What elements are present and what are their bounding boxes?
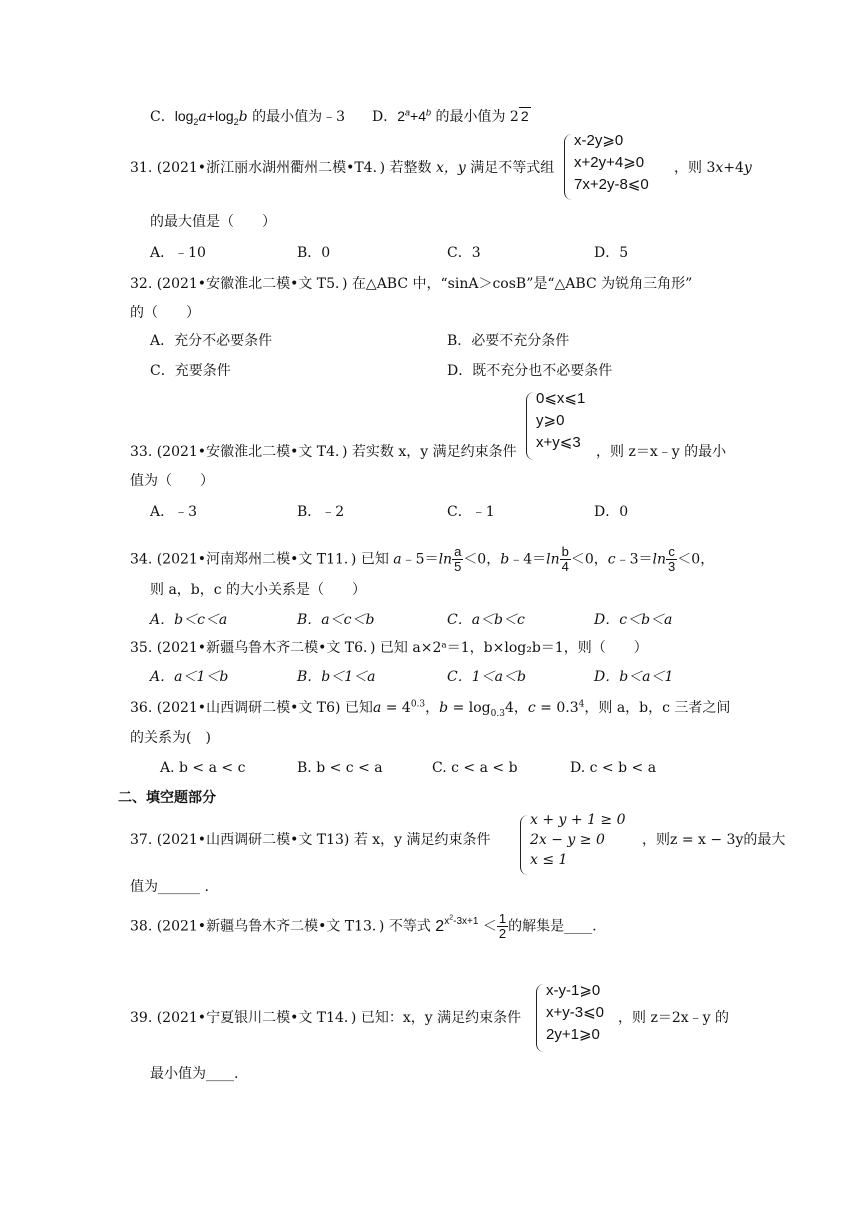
q36-stem: 36. (2021•山西调研二模•文 T6) 已知$a = 4^{0.3}$，$b = \log_{0.3}4$，$c = 0.3^4$，则 a，b，c 三者之间 <box>130 699 731 719</box>
section-title: 二、填空题部分 <box>118 790 216 806</box>
q32-option-a: A．充分不必要条件 <box>150 333 273 349</box>
q31-target: ，则 3x+4y <box>674 160 752 176</box>
q32-option-d: D．既不充分也不必要条件 <box>447 363 613 379</box>
q34-option-c: C．a＜b＜c <box>447 612 525 628</box>
q35-option-a: A．a＜1＜b <box>150 669 229 685</box>
q33-option-b: B．﹣2 <box>297 504 345 520</box>
q36-option-a: A. b < a < c <box>160 760 246 776</box>
q30-option-c: C．$\log_2a+\log_2b$ 的最小值为﹣3 <box>150 108 345 127</box>
q34-option-d: D．c＜b＜a <box>594 612 673 628</box>
q33-option-d: D．0 <box>594 504 629 520</box>
q36-option-c: C. c < a < b <box>432 760 518 776</box>
q38-stem: 38. (2021•新疆乌鲁木齐二模•文 T13．) 不等式 $2^{x^2-3x+1}$ ＜ $\frac{1}{2}$ 的解集是____. <box>130 911 597 941</box>
q36-line2: 的关系为( ) <box>130 730 211 746</box>
q30-option-d: D．$2^a+4^b$ 的最小值为 2 2 <box>372 107 529 125</box>
q39-stem: 39. (2021•宁夏银川二模•文 T14．) 已知：x，y 满足约束条件 <box>130 1010 522 1026</box>
q33-option-c: C．﹣1 <box>447 504 495 520</box>
q35-option-b: B．b＜1＜a <box>297 669 376 685</box>
q33-brace <box>526 392 535 460</box>
q33-option-a: A．﹣3 <box>150 504 198 520</box>
q34-stem: 34. (2021•河南郑州二模•文 T11．) 已知 a﹣5＝ln $\frac{a}{5}$ ＜0，b﹣4＝ln $\frac{b}{4}$ ＜0，c﹣3＝ln $\frac{c}{3}$ ＜0， <box>130 544 715 574</box>
q33-system: 0⩽x⩽1 y⩾0 x+y⩽3 <box>536 390 586 451</box>
q37-line2: 值为______ . <box>130 879 209 895</box>
q31-system: x-2y⩾0 x+2y+4⩾0 7x+2y-8⩽0 <box>574 132 649 193</box>
q31-option-b: B．0 <box>297 245 331 261</box>
q39-line2: 最小值为____. <box>150 1066 239 1082</box>
q35-option-c: C．1＜a＜b <box>447 669 526 685</box>
q32-stem: 32. (2021•安徽淮北二模•文 T5．) 在△ABC 中，“sinA＞cosB”是“△ABC 为锐角三角形” <box>130 276 693 292</box>
q39-target: ，则 z＝2x﹣y 的 <box>618 1010 729 1026</box>
q37-brace <box>520 815 529 875</box>
q39-system: x-y-1⩾0 x+y-3⩽0 2y+1⩾0 <box>546 982 605 1043</box>
q32-line2: 的（ ） <box>130 305 200 321</box>
q32-option-c: C．充要条件 <box>150 363 231 379</box>
q33-line2: 值为（ ） <box>130 473 214 489</box>
q37-system: x + y + 1 ≥ 0 2x − y ≥ 0 x ≤ 1 <box>530 812 626 868</box>
q36-option-d: D. c < b < a <box>570 760 657 776</box>
q37-target: ，则z = x − 3y的最大 <box>642 832 786 848</box>
q34-option-b: B．a＜c＜b <box>297 612 375 628</box>
q31-stem: 31. (2021•浙江丽水湖州衢州二模•T4．) 若整数 x，y 满足不等式组 <box>130 160 555 176</box>
q32-option-b: B．必要不充分条件 <box>447 333 570 349</box>
q31-option-a: A．﹣10 <box>150 245 206 261</box>
q31-option-c: C．3 <box>447 245 481 261</box>
q39-brace <box>536 984 545 1052</box>
q33-stem: 33. (2021•安徽淮北二模•文 T4．) 若实数 x，y 满足约束条件 <box>130 444 517 460</box>
q36-option-b: B. b < c < a <box>297 760 383 776</box>
q35-option-d: D．b＜a＜1 <box>594 669 674 685</box>
q34-line2: 则 a，b，c 的大小关系是（ ） <box>150 582 367 598</box>
q31-brace <box>564 134 573 200</box>
q33-target: ，则 z＝x﹣y 的最小 <box>596 444 727 460</box>
q31-line2: 的最大值是（ ） <box>150 214 276 230</box>
q35-stem: 35. (2021•新疆乌鲁木齐二模•文 T6．) 已知 a×2ᵃ＝1，b×log₂b＝1，则（ ） <box>130 640 648 656</box>
q37-stem: 37. (2021•山西调研二模•文 T13) 若 x，y 满足约束条件 <box>130 832 491 848</box>
q34-option-a: A．b＜c＜a <box>150 612 228 628</box>
q31-option-d: D．5 <box>594 245 629 261</box>
